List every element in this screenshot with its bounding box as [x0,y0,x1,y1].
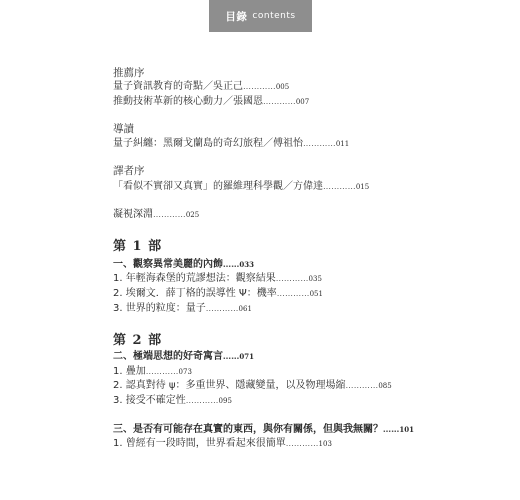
entry-title: 1. 年輕海森堡的荒謬想法：觀察結果 [113,273,276,284]
page-number: 071 [239,352,255,361]
toc-entry[interactable] [113,394,232,408]
chapter-entry[interactable] [113,258,254,272]
entry-title: 推動技術革新的核心動力／張國恩 [113,96,263,107]
leader-dots: ………… [303,139,336,148]
leader-dots: ………… [275,274,309,283]
leader-dots: ………… [276,289,310,298]
leader-dots: …… [223,352,240,361]
leader-dots: ………… [345,381,379,390]
leader-dots: ………… [145,367,179,376]
leader-dots: ………… [323,182,356,191]
page-number: 051 [309,290,323,298]
leader-dots: …… [383,425,400,434]
part-title: 第 2 部 [113,333,163,348]
page-number: 101 [399,425,415,434]
toc-entry[interactable] [113,272,322,286]
leader-dots: ………… [263,97,296,106]
entry-title: 1. 疊加 [113,366,146,377]
entry-title: 量子糾纏：黑爾戈蘭島的奇幻旅程／傅祖怡 [113,138,303,149]
entry-title: 「看似不實卻又真實」的羅維理科學觀／方偉達 [113,181,323,192]
page-number: 007 [295,98,310,106]
page-number: 033 [239,260,255,269]
chapter-entry[interactable] [113,423,414,437]
entry-title: 2. 認真對待 ψ：多重世界、隱藏變量，以及物理場縮 [113,380,346,391]
chapter-title: 一、觀察異常美麗的內飾 [113,259,223,270]
page-number: 061 [238,305,252,313]
leader-dots: ………… [205,304,239,313]
chapter-title: 二、極端思想的好奇寓言 [113,351,223,362]
toc-entry[interactable] [113,379,392,393]
leader-dots: ………… [185,396,219,405]
toc-entry[interactable] [113,365,192,379]
header-title-cn: 目錄 [225,10,248,23]
page-number: 095 [218,397,232,405]
section-heading-forewords: 推薦序 [113,67,145,79]
toc-entry[interactable] [113,437,332,451]
leader-dots: ………… [153,210,186,219]
leader-dots: ………… [243,82,276,91]
header-title-en: contents [252,11,296,21]
page-number: 085 [378,382,392,390]
entry-title: 凝視深淵 [113,209,153,220]
page-number: 005 [275,83,290,91]
entry-title: 3. 世界的粒度：量子 [113,303,206,314]
page-number: 025 [185,211,200,219]
page-number: 073 [178,368,192,376]
part-title: 第 1 部 [113,239,163,254]
chapter-entry[interactable] [113,350,254,364]
toc-entry[interactable] [113,80,289,94]
section-heading-translator: 譯者序 [113,165,145,177]
entry-title: 量子資訊教育的奇點／吳正己 [113,81,243,92]
toc-entry[interactable] [113,180,369,194]
entry-title: 3. 接受不確定性 [113,395,186,406]
toc-entry[interactable] [113,137,349,151]
toc-entry[interactable] [113,287,323,301]
leader-dots: …… [223,260,240,269]
entry-title: 2. 埃爾文．薛丁格的誤導性 Ψ：機率 [113,288,277,299]
page-number: 035 [308,275,322,283]
page-number: 103 [318,440,332,448]
toc-entry[interactable] [113,208,199,222]
page-number: 015 [355,183,370,191]
toc-entry[interactable] [113,302,252,316]
entry-title: 1. 曾經有一段時間，世界看起來很簡單 [113,438,286,449]
toc-entry[interactable] [113,95,309,109]
contents-header [209,0,312,32]
chapter-title: 三、是否有可能存在真實的東西，與你有關係，但與我無關？ [113,424,383,435]
page-number: 011 [335,140,350,148]
section-heading-guide: 導讀 [113,123,134,135]
leader-dots: ………… [285,439,319,448]
